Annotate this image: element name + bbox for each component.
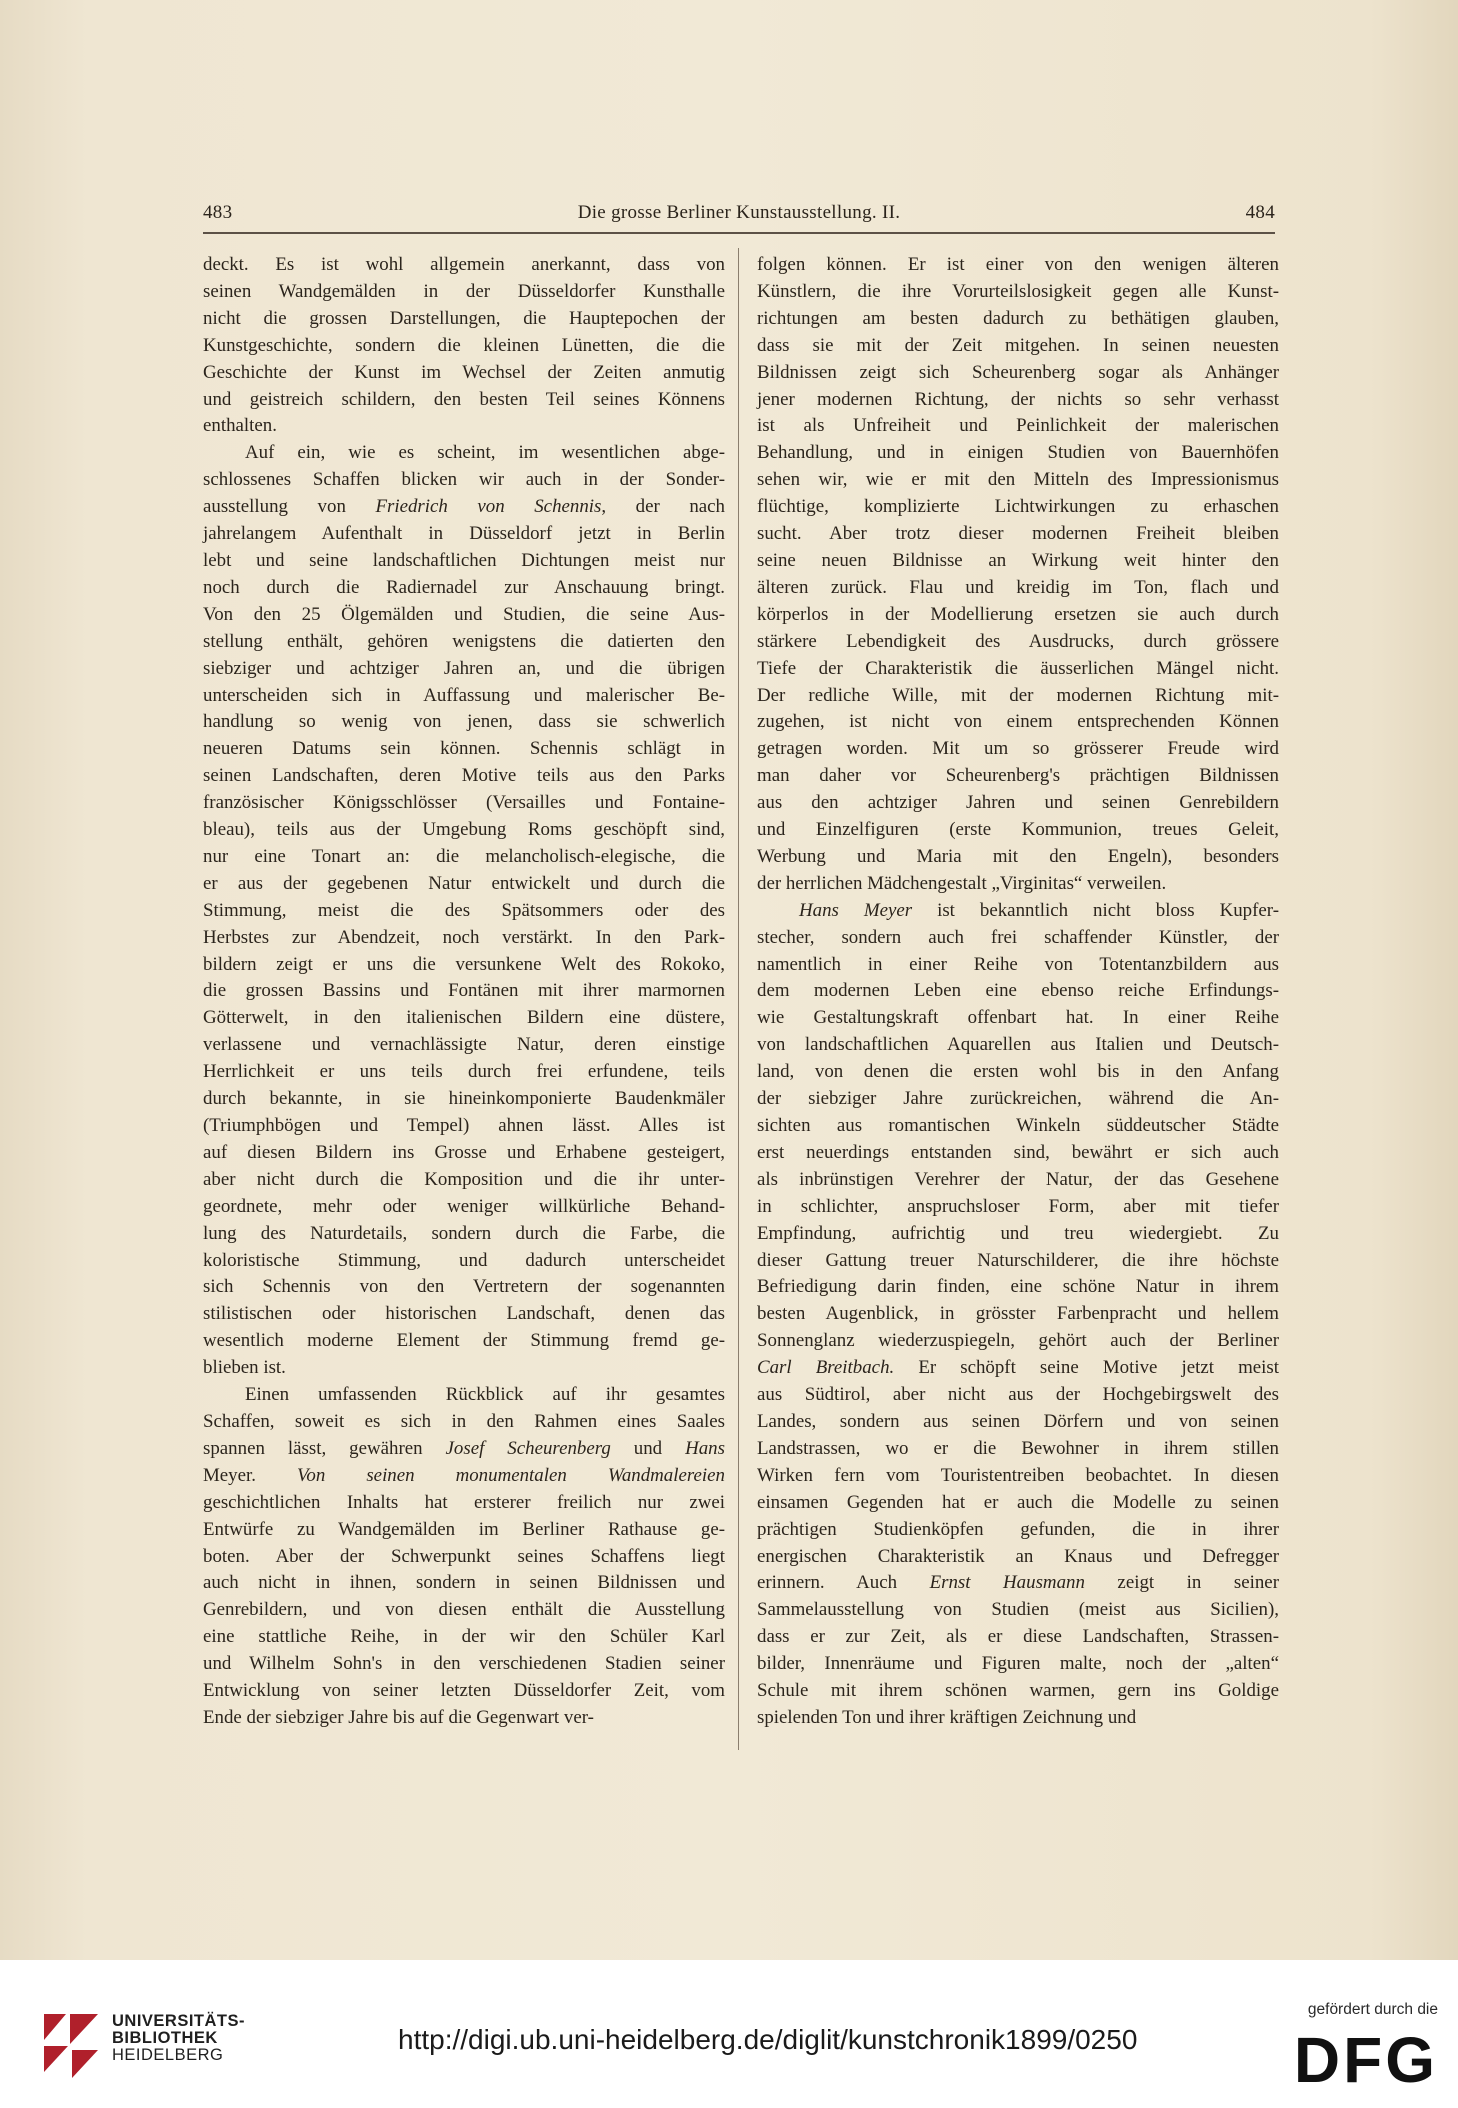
text-line: zugehen, ist nicht von einem entsprechenden Können bbox=[757, 711, 1279, 733]
text-line: stecher, sondern auch frei schaffender Künstler, der bbox=[757, 926, 1279, 948]
page-number-left: 483 bbox=[203, 202, 233, 223]
text-line: lebt und seine landschaftlichen Dichtungen meist nur bbox=[203, 549, 725, 571]
library-line-1: UNIVERSITÄTS- bbox=[112, 2012, 246, 2030]
running-header bbox=[203, 196, 1275, 236]
text-line: stilistischen oder historischen Landschaft, denen das bbox=[203, 1303, 725, 1325]
text-line: seinen Landschaften, deren Motive teils aus den Parks bbox=[203, 765, 725, 787]
digitization-url-link[interactable]: http://digi.ub.uni-heidelberg.de/diglit/kunstchronik1899/0250 bbox=[398, 2024, 1138, 2055]
text-line: prächtigen Studienköpfen gefunden, die in ihrer bbox=[757, 1518, 1279, 1540]
text-line: Werbung und Maria mit den Engeln), besonders bbox=[757, 845, 1279, 867]
text-line: spannen lässt, gewähren Josef Scheurenberg und Hans bbox=[203, 1437, 725, 1459]
text-line: Ende der siebziger Jahre bis auf die Gegenwart ver- bbox=[203, 1706, 594, 1728]
text-line: bilder, Innenräume und Figuren malte, noch der „alten“ bbox=[757, 1653, 1279, 1675]
text-line: blieben ist. bbox=[203, 1357, 286, 1379]
text-line: spielenden Ton und ihrer kräftigen Zeichnung und bbox=[757, 1706, 1137, 1728]
text-line: wie Gestaltungskraft offenbart hat. In einer Reihe bbox=[757, 1007, 1279, 1029]
text-line: aus Südtirol, aber nicht aus der Hochgebirgswelt des bbox=[757, 1384, 1279, 1406]
text-line: Götterwelt, in den italienischen Bildern eine düstere, bbox=[203, 1007, 725, 1029]
text-line: energischen Charakteristik an Knaus und Defregger bbox=[757, 1545, 1279, 1567]
text-line: Genrebildern, und von diesen enthält die Ausstellung bbox=[203, 1599, 725, 1621]
left-column bbox=[203, 252, 725, 1732]
text-line: land, von denen die ersten wohl bis in den Anfang bbox=[757, 1061, 1279, 1083]
text-line: Entwicklung von seiner letzten Düsseldorfer Zeit, vom bbox=[203, 1680, 725, 1702]
text-line: folgen können. Er ist einer von den wenigen älteren bbox=[757, 254, 1279, 275]
text-line: Schule mit ihrem schönen warmen, gern ins Goldige bbox=[757, 1680, 1279, 1702]
text-line: noch durch die Radiernadel zur Anschauung bringt. bbox=[203, 576, 725, 598]
text-line: Behandlung, und in einigen Studien von Bauernhöfen bbox=[757, 442, 1279, 464]
text-line: stärkere Lebendigkeit des Ausdrucks, durch grössere bbox=[757, 630, 1279, 652]
text-line: auf diesen Bildern ins Grosse und Erhabene gesteigert, bbox=[203, 1141, 725, 1163]
text-line: Auf ein, wie es scheint, im wesentlichen abge- bbox=[245, 442, 725, 464]
text-line: handlung so wenig von jenen, dass sie schwerlich bbox=[203, 711, 725, 733]
text-line: auch nicht in ihnen, sondern in seinen Bildnissen und bbox=[203, 1572, 725, 1594]
text-line: Bildnissen zeigt sich Scheurenberg sogar als Anhänger bbox=[757, 361, 1279, 383]
text-line: flüchtige, komplizierte Lichtwirkungen zu erhaschen bbox=[757, 496, 1279, 518]
text-line: aus den achtziger Jahren und seinen Genrebildern bbox=[757, 792, 1279, 814]
text-line: jener modernen Richtung, der nichts so sehr verhasst bbox=[757, 388, 1279, 410]
text-line: Wirken fern vom Touristentreiben beobachtet. In diesen bbox=[757, 1464, 1279, 1486]
text-line: geschichtlichen Inhalts hat ersterer freilich nur zwei bbox=[203, 1491, 725, 1513]
text-line: von landschaftlichen Aquarellen aus Italien und Deutsch- bbox=[757, 1034, 1279, 1056]
text-line: namentlich in einer Reihe von Totentanzbildern aus bbox=[757, 953, 1279, 975]
text-line: sucht. Aber trotz dieser modernen Freiheit bleiben bbox=[757, 523, 1279, 545]
text-line: Hans Meyer ist bekanntlich nicht bloss Kupfer- bbox=[799, 899, 1279, 921]
text-line: getragen worden. Mit um so grösserer Freude wird bbox=[757, 738, 1279, 760]
text-line: ausstellung von Friedrich von Schennis, der nach bbox=[203, 496, 726, 518]
text-line: und Einzelfiguren (erste Kommunion, treues Geleit, bbox=[757, 819, 1279, 841]
text-line: enthalten. bbox=[203, 415, 277, 437]
text-line: (Triumphbögen und Tempel) ahnen lässt. Alles ist bbox=[203, 1115, 725, 1136]
text-line: Geschichte der Kunst im Wechsel der Zeiten anmutig bbox=[203, 361, 725, 383]
text-line: neueren Datums sein können. Schennis schlägt in bbox=[203, 738, 725, 760]
funded-by-label: gefördert durch die bbox=[1307, 2001, 1438, 2018]
text-line: Carl Breitbach. Er schöpft seine Motive jetzt meist bbox=[757, 1357, 1279, 1379]
text-line: nur eine Tonart an: die melancholisch-elegische, die bbox=[203, 845, 725, 867]
text-line: erinnern. Auch Ernst Hausmann zeigt in seiner bbox=[757, 1572, 1279, 1594]
university-library-logo-icon bbox=[40, 2010, 102, 2082]
text-line: der herrlichen Mädchengestalt „Virginitas“ verweilen. bbox=[757, 872, 1167, 894]
text-line: Sammelausstellung von Studien (meist aus Sicilien), bbox=[757, 1599, 1279, 1621]
text-line: besten Augenblick, in grösster Farbenpracht und hellem bbox=[757, 1303, 1279, 1325]
text-line: unterscheiden sich in Auffassung und malerischer Be- bbox=[203, 684, 725, 706]
text-line: sehen wir, wie er mit den Mitteln des Impressionismus bbox=[757, 469, 1279, 491]
library-line-3: HEIDELBERG bbox=[112, 2046, 224, 2064]
text-line: in schlichter, anspruchsloser Form, aber mit tiefer bbox=[757, 1195, 1279, 1217]
text-line: der siebziger Jahre zurückreichen, während die An- bbox=[757, 1088, 1279, 1110]
text-line: Empfindung, aufrichtig und treu wiedergiebt. Zu bbox=[757, 1222, 1279, 1244]
text-line: dieser Gattung treuer Naturschilderer, die ihre höchste bbox=[757, 1249, 1279, 1271]
running-title: Die grosse Berliner Kunstausstellung. II. bbox=[577, 202, 901, 223]
text-line: Herbstes zur Abendzeit, noch verstärkt. In den Park- bbox=[203, 926, 725, 948]
library-line-2: BIBLIOTHEK bbox=[112, 2029, 218, 2047]
text-line: richtungen am besten dadurch zu bethätigen glauben, bbox=[757, 307, 1279, 329]
text-line: und geistreich schildern, den besten Teil seines Könnens bbox=[203, 388, 725, 410]
text-line: boten. Aber der Schwerpunkt seines Schaffens liegt bbox=[203, 1545, 725, 1567]
text-line: Entwürfe zu Wandgemälden im Berliner Rathause ge- bbox=[203, 1518, 725, 1540]
text-line: jahrelangem Aufenthalt in Düsseldorf jetzt in Berlin bbox=[203, 523, 725, 545]
right-column bbox=[757, 252, 1279, 1732]
text-line: als inbrünstigen Verehrer der Natur, der das Gesehene bbox=[757, 1168, 1279, 1190]
text-line: geordnete, mehr oder weniger willkürliche Behand- bbox=[203, 1195, 725, 1217]
text-line: Sonnenglanz wiederzuspiegeln, gehört auch der Berliner bbox=[757, 1330, 1279, 1352]
text-line: Von den 25 Ölgemälden und Studien, die seine Aus- bbox=[203, 603, 725, 625]
text-line: seine neuen Bildnisse an Wirkung weit hinter den bbox=[757, 549, 1279, 571]
text-line: bildern zeigt er uns die versunkene Welt des Rokoko, bbox=[203, 953, 725, 975]
text-line: sichten aus romantischen Winkeln süddeutscher Städte bbox=[757, 1115, 1279, 1136]
text-line: Stimmung, meist die des Spätsommers oder des bbox=[203, 899, 725, 921]
text-line: man daher vor Scheurenberg's prächtigen Bildnissen bbox=[757, 765, 1279, 787]
text-line: siebziger und achtziger Jahren an, und die übrigen bbox=[203, 657, 725, 679]
text-line: die grossen Bassins und Fontänen mit ihrer marmornen bbox=[203, 980, 725, 1002]
text-line: verlassene und vernachlässigte Natur, deren einstige bbox=[203, 1034, 725, 1056]
text-line: ist als Unfreiheit und Peinlichkeit der malerischen bbox=[757, 415, 1279, 437]
text-line: Der redliche Wille, mit der modernen Richtung mit- bbox=[757, 684, 1279, 706]
text-line: dass sie mit der Zeit mitgehen. In seinen neuesten bbox=[757, 334, 1279, 356]
text-line: älteren zurück. Flau und kreidig im Ton, flach und bbox=[757, 576, 1279, 598]
text-line: erst neuerdings entstanden sind, bewährt er sich auch bbox=[757, 1141, 1279, 1163]
text-line: eine stattliche Reihe, in der wir den Schüler Karl bbox=[203, 1626, 725, 1648]
text-line: lung des Naturdetails, sondern durch die Farbe, die bbox=[203, 1222, 725, 1244]
text-line: seinen Wandgemälden in der Düsseldorfer Kunsthalle bbox=[203, 280, 725, 302]
text-line: Landes, sondern aus seinen Dörfern und von seinen bbox=[757, 1410, 1279, 1432]
text-line: Tiefe der Charakteristik die äusserlichen Mängel nicht. bbox=[757, 657, 1279, 679]
text-line: Einen umfassenden Rückblick auf ihr gesamtes bbox=[245, 1384, 725, 1406]
text-line: wesentlich moderne Element der Stimmung fremd ge- bbox=[203, 1330, 725, 1352]
text-line: Befriedigung darin finden, eine schöne Natur in ihrem bbox=[757, 1276, 1279, 1298]
university-library-name bbox=[112, 2013, 245, 2064]
dfg-logo: DFG bbox=[1293, 2024, 1438, 2096]
text-line: durch bekannte, in sie hineinkomponierte Baudenkmäler bbox=[203, 1088, 725, 1110]
text-line: bleau), teils aus der Umgebung Roms geschöpft sind, bbox=[203, 819, 725, 841]
text-line: Herrlichkeit er uns teils durch frei erfundene, teils bbox=[203, 1061, 725, 1083]
text-line: einsamen Gegenden hat er auch die Modelle zu seinen bbox=[757, 1491, 1279, 1513]
text-line: und Wilhelm Sohn's in den verschiedenen Stadien seiner bbox=[203, 1653, 725, 1675]
text-line: körperlos in der Modellierung ersetzen sie auch durch bbox=[757, 603, 1279, 625]
text-line: Landstrassen, wo er die Bewohner in ihrem stillen bbox=[757, 1437, 1279, 1459]
text-line: nicht die grossen Darstellungen, die Hauptepochen der bbox=[203, 307, 725, 329]
text-line: dem modernen Leben eine ebenso reiche Erfindungs- bbox=[757, 980, 1279, 1002]
page-number-right: 484 bbox=[1245, 202, 1275, 223]
text-line: Schaffen, soweit es sich in den Rahmen eines Saales bbox=[203, 1410, 725, 1432]
text-line: dass er zur Zeit, als er diese Landschaften, Strassen- bbox=[757, 1626, 1279, 1648]
text-line: Meyer. Von seinen monumentalen Wandmalereien bbox=[203, 1464, 725, 1486]
text-line: schlossenes Schaffen blicken wir auch in der Sonder- bbox=[203, 469, 725, 491]
text-line: er aus der gegebenen Natur entwickelt und durch die bbox=[203, 872, 725, 894]
header-rule bbox=[203, 232, 1275, 234]
text-line: sich Schennis von den Vertretern der sogenannten bbox=[203, 1276, 725, 1298]
text-line: Künstlern, die ihre Vorurteilslosigkeit gegen alle Kunst- bbox=[757, 280, 1279, 302]
text-line: deckt. Es ist wohl allgemein anerkannt, dass von bbox=[203, 254, 725, 275]
text-line: französischer Königsschlösser (Versailles und Fontaine- bbox=[203, 792, 725, 814]
text-line: koloristische Stimmung, und dadurch unterscheidet bbox=[203, 1249, 725, 1271]
text-line: aber nicht durch die Komposition und die ihr unter- bbox=[203, 1168, 725, 1190]
text-line: stellung enthält, gehören wenigstens die datierten den bbox=[203, 630, 725, 652]
column-divider bbox=[738, 248, 739, 1750]
text-line: Kunstgeschichte, sondern die kleinen Lünetten, die die bbox=[203, 334, 725, 356]
